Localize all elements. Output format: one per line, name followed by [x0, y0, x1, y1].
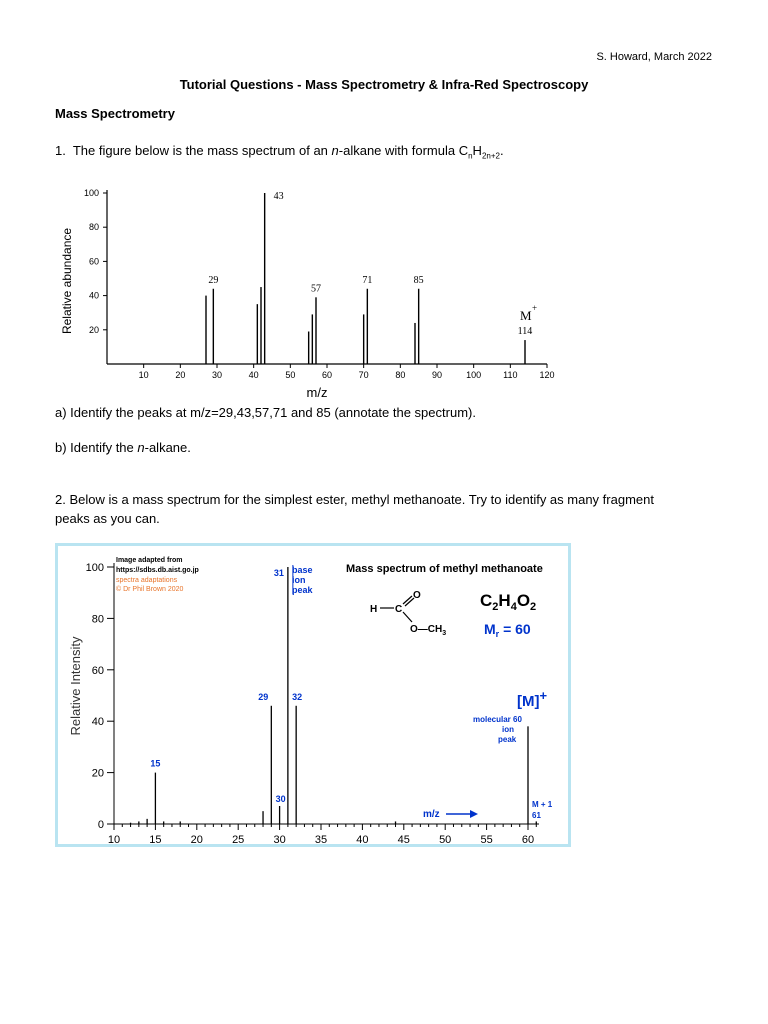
x-tick-label: 20 — [190, 834, 203, 844]
x-tick-label: 30 — [273, 834, 286, 844]
y-axis-label: Relative Intensity — [68, 636, 83, 736]
peak-label: 57 — [311, 283, 321, 295]
arrow-head-icon — [470, 810, 478, 818]
credit-line-1: Image adapted from — [116, 557, 183, 564]
molecular-ion-bracket — [517, 688, 548, 710]
peak-label: 43 — [273, 191, 284, 202]
formula-h-sub: 4 — [510, 601, 517, 613]
mol-ion-sup: + — [539, 688, 548, 703]
question-number: 1. — [55, 143, 66, 158]
mr-eq: = 60 — [499, 621, 531, 637]
question-1b-text-2: -alkane. — [144, 440, 191, 455]
formula-h: H — [498, 591, 511, 610]
peak-label: 71 — [362, 274, 373, 286]
x-tick-label: 80 — [395, 370, 406, 380]
x-tick-label: 30 — [211, 370, 223, 380]
mz-arrow-label: m/z — [423, 809, 440, 820]
y-tick-label: 20 — [91, 767, 104, 780]
structure-c: C — [395, 604, 403, 615]
formula-c: C — [480, 591, 493, 610]
author-date: S. Howard, March 2022 — [596, 51, 712, 63]
question-1b-text: b) Identify the — [55, 440, 138, 455]
italic-n: n — [331, 143, 339, 158]
question-end: . — [499, 143, 504, 158]
credit-line-4: © Dr Phil Brown 2020 — [116, 586, 184, 593]
question-1 — [55, 141, 695, 166]
y-tick-label: 20 — [88, 324, 99, 335]
x-tick-label: 50 — [285, 370, 296, 380]
y-tick-label: 80 — [91, 613, 104, 626]
peak-label: 31 — [273, 568, 284, 578]
x-tick-label: 35 — [314, 834, 328, 844]
molecular-ion-label-3: peak — [498, 735, 517, 744]
x-tick-label: 60 — [321, 370, 333, 380]
x-tick-label: 60 — [521, 834, 535, 844]
m-plus-1-label: M + 1 — [532, 800, 553, 809]
x-tick-label: 40 — [356, 834, 369, 844]
mr-m: M — [484, 621, 496, 637]
base-ion-label-2: ion — [292, 575, 306, 585]
formula-o-sub: 2 — [530, 601, 537, 613]
y-axis-label: Relative abundance — [60, 227, 74, 335]
molecular-ion-label: M — [520, 308, 532, 323]
structure-och3 — [410, 624, 446, 637]
section-heading: Mass Spectrometry — [55, 106, 175, 121]
peak-label: 29 — [258, 691, 269, 702]
alkane-mass-spectrum — [55, 178, 565, 403]
structure-och3-main: O—CH — [410, 624, 443, 635]
y-tick-label: 40 — [88, 290, 99, 301]
x-tick-label: 45 — [397, 834, 410, 844]
page-title: Tutorial Questions - Mass Spectrometry & Infra-Red Spectroscopy — [179, 77, 589, 92]
formula-sub-n: n — [468, 151, 473, 161]
peak-label: 85 — [413, 274, 424, 286]
question-1a: a) Identify the peaks at m/z=29,43,57,71 and 85 (annotate the spectrum). — [55, 405, 476, 420]
x-tick-label: 25 — [232, 834, 245, 844]
italic-n: n — [137, 440, 145, 455]
peak-label: 32 — [292, 691, 303, 702]
x-tick-label: 10 — [107, 834, 121, 844]
figure-frame — [55, 543, 571, 847]
x-tick-label: 110 — [503, 370, 518, 380]
molecular-ion-label-1: molecular 60 — [473, 715, 522, 724]
chart-title: Mass spectrum of methyl methanoate — [346, 563, 543, 575]
formula-o: O — [516, 591, 531, 610]
molecular-formula — [480, 591, 536, 613]
x-tick-label: 15 — [149, 834, 162, 844]
y-tick-label: 60 — [91, 664, 104, 677]
molecular-ion-charge: + — [532, 303, 538, 313]
peak-label: 114 — [517, 326, 533, 338]
y-tick-label: 60 — [88, 256, 99, 267]
question-text-2: -alkane with formula C — [338, 143, 469, 158]
structure-o-double: O — [413, 590, 421, 601]
formula-h: H — [472, 143, 482, 158]
x-tick-label: 20 — [175, 370, 186, 380]
x-tick-label: 55 — [480, 834, 493, 844]
x-tick-label: 50 — [439, 834, 452, 844]
relative-mass — [484, 621, 531, 639]
x-tick-label: 100 — [466, 370, 482, 380]
peak-label: 29 — [208, 274, 219, 286]
y-tick-label: 40 — [91, 716, 104, 729]
x-tick-label: 90 — [431, 370, 443, 380]
base-ion-label-1: base — [292, 565, 313, 575]
structure-h: H — [370, 604, 378, 615]
x-tick-label: 70 — [358, 370, 369, 380]
question-1b — [55, 438, 191, 457]
mr-sub: r — [495, 629, 500, 639]
y-tick-label: 80 — [88, 222, 99, 233]
m-plus-1-value: 61 — [532, 811, 541, 820]
question-2: 2. Below is a mass spectrum for the simplest ester, methyl methanoate. Try to identify as many fragment peaks as you can. — [55, 492, 654, 526]
y-tick-label: 100 — [85, 562, 104, 574]
question-text: The figure below is the mass spectrum of an — [72, 143, 332, 158]
x-tick-label: 40 — [248, 370, 259, 380]
formula-c-sub: 2 — [492, 601, 499, 613]
molecular-ion-label-2: ion — [502, 725, 514, 734]
y-tick-label: 100 — [83, 188, 99, 198]
mol-ion-text: [M] — [517, 693, 540, 710]
structure-diagram — [370, 590, 446, 637]
base-ion-label-3: peak — [292, 585, 313, 595]
credit-line-2: https://sdbs.db.aist.go.jp — [116, 567, 199, 574]
x-axis-label: m/z — [306, 385, 328, 400]
formula-sub-2n2: 2n+2 — [481, 151, 500, 161]
methyl-methanoate-mass-spectrum — [58, 546, 568, 844]
peak-label: 15 — [150, 758, 161, 769]
structure-och3-sub: 3 — [442, 630, 447, 637]
x-tick-label: 10 — [138, 370, 149, 380]
y-tick-label: 0 — [97, 819, 104, 831]
credit-line-3: spectra adaptations — [116, 577, 178, 584]
peak-label: 30 — [275, 794, 286, 805]
x-tick-label: 120 — [539, 370, 555, 380]
